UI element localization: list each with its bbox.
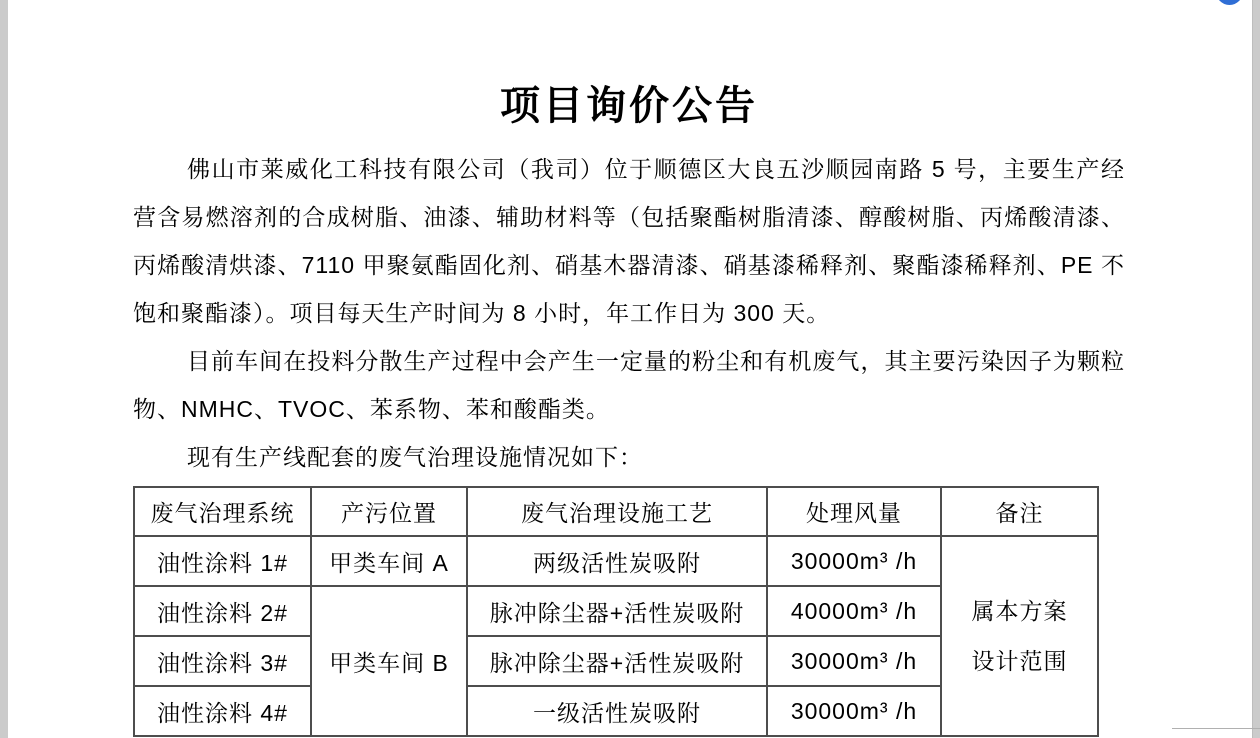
header-remark: 备注 bbox=[941, 487, 1098, 536]
header-process: 废气治理设施工艺 bbox=[467, 487, 767, 536]
table-header-row bbox=[134, 487, 1098, 536]
header-location: 产污位置 bbox=[311, 487, 467, 536]
cell-location: 甲类车间 A bbox=[311, 536, 467, 586]
cell-system: 油性涂料 4# bbox=[134, 686, 311, 736]
page-title: 项目询价公告 bbox=[500, 83, 758, 128]
header-system: 废气治理系统 bbox=[134, 487, 311, 536]
cell-process: 一级活性炭吸附 bbox=[467, 686, 767, 736]
remark-line-1: 属本方案 bbox=[971, 598, 1068, 624]
cell-system: 油性涂料 2# bbox=[134, 586, 311, 636]
cell-process: 两级活性炭吸附 bbox=[467, 536, 767, 586]
cell-remark-merged bbox=[941, 536, 1098, 736]
viewer-left-gutter bbox=[0, 0, 8, 738]
cell-location-merged: 甲类车间 B bbox=[311, 586, 467, 736]
blue-floating-button[interactable] bbox=[1216, 0, 1243, 5]
paragraph-table-lead-in: 现有生产线配套的废气治理设施情况如下： bbox=[187, 444, 643, 470]
header-airflow: 处理风量 bbox=[767, 487, 941, 536]
cell-system: 油性涂料 3# bbox=[134, 636, 311, 686]
paragraph-pollutants: 目前车间在投料分散生产过程中会产生一定量的粉尘和有机废气，其主要污染因子为颗粒物、NMHC、TVOC、苯系物、苯和酸酯类。 bbox=[133, 348, 1125, 422]
remark-line-2: 设计范围 bbox=[971, 648, 1068, 674]
table-row bbox=[134, 536, 1098, 586]
bottom-right-panel-edge bbox=[1172, 728, 1260, 729]
viewer-right-gutter bbox=[1252, 0, 1260, 738]
cell-airflow: 40000m³ /h bbox=[767, 586, 941, 636]
cell-airflow: 30000m³ /h bbox=[767, 536, 941, 586]
cell-process: 脉冲除尘器+活性炭吸附 bbox=[467, 636, 767, 686]
cell-system: 油性涂料 1# bbox=[134, 536, 311, 586]
cell-airflow: 30000m³ /h bbox=[767, 636, 941, 686]
cell-process: 脉冲除尘器+活性炭吸附 bbox=[467, 586, 767, 636]
waste-gas-treatment-table bbox=[133, 486, 1099, 737]
paragraph-company-intro: 佛山市莱威化工科技有限公司（我司）位于顺德区大良五沙顺园南路 5 号，主要生产经营含易燃溶剂的合成树脂、油漆、辅助材料等（包括聚酯树脂清漆、醇酸树脂、丙烯酸清漆、丙烯酸清烘漆、7110 甲聚氨酯固化剂、硝基木器清漆、硝基漆稀释剂、聚酯漆稀释剂、PE 不饱和聚酯漆）。项目每天生产时间为 8 小时，年工作日为 300 天。 bbox=[133, 156, 1125, 326]
cell-airflow: 30000m³ /h bbox=[767, 686, 941, 736]
document-page bbox=[133, 0, 1125, 737]
